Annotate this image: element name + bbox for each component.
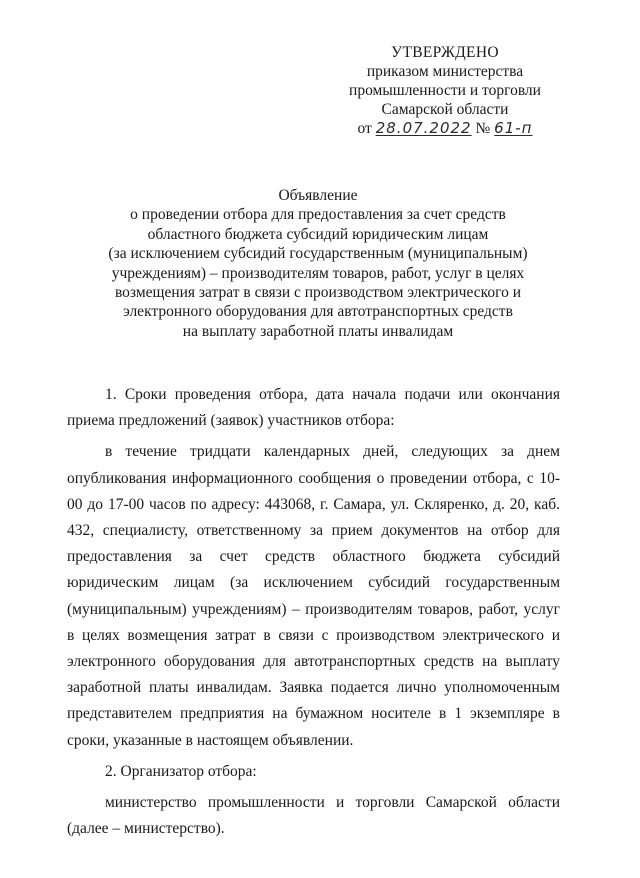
title-line: учреждениям) – производителям товаров, работ, услуг в целях [111, 264, 525, 282]
title-line: областного бюджета субсидий юридическим лицам [147, 225, 489, 243]
paragraph-section-1-heading: 1. Сроки проведения отбора, дата начала подачи или окончания приема предложений (заявок) участников отбора: [67, 386, 560, 430]
approval-line-1: приказом министерства [366, 63, 524, 80]
from-label: от [357, 120, 372, 137]
title-line: (за исключением субсидий государственным (муниципальным) [108, 245, 528, 263]
paragraph-section-2-text: министерство промышленности и торговли Самарской области (далее – министерство). [67, 794, 560, 838]
announcement-title [78, 186, 558, 341]
title-line: на выплату заработной платы инвалидам [182, 322, 454, 340]
document-body [67, 382, 560, 842]
title-line: о проведении отбора для предоставления за счет средств [130, 206, 506, 224]
paragraph-section-2-heading: 2. Организатор отбора: [105, 762, 257, 780]
approval-stamp-block [330, 43, 560, 138]
title-line: возмещения затрат в связи с производством электрического и [114, 284, 522, 302]
paragraph-section-1-text: в течение тридцати календарных дней, следующих за днем опубликования информационного сообщения о проведении отбора, с 10-00 до 17-00 часов по адресу: 443068, г. Самара, ул. Скляренко, д. 20, каб. 432, специалисту, ответственному за прием документов на отбор для предоставления за счет средств областного бюджета субсидий юридическим лицам (за исключением субсидий государственным (муниципальным) учреждениям) – производителям товаров, работ, услуг в целях возмещения затрат в связи с производством электрического и электронного оборудования для автотранспортных средств на выплату заработной платы инвалидам. Заявка подается лично уполномоченным представителем предприятия на бумажном носителе в 1 экземпляре в сроки, указанные в настоящем объявлении. [67, 443, 560, 749]
approval-date-number-row [330, 119, 560, 138]
approved-heading: УТВЕРЖДЕНО [391, 44, 499, 61]
approval-line-3: Самарской области [381, 101, 509, 118]
handwritten-date: 28.07.2022 [375, 119, 472, 137]
handwritten-number: 61-п [494, 119, 533, 137]
approval-line-2: промышленности и торговли [349, 82, 541, 99]
number-sign: № [475, 120, 491, 137]
title-line: электронного оборудования для автотранспортных средств [123, 303, 513, 321]
title-line: Объявление [278, 187, 358, 204]
